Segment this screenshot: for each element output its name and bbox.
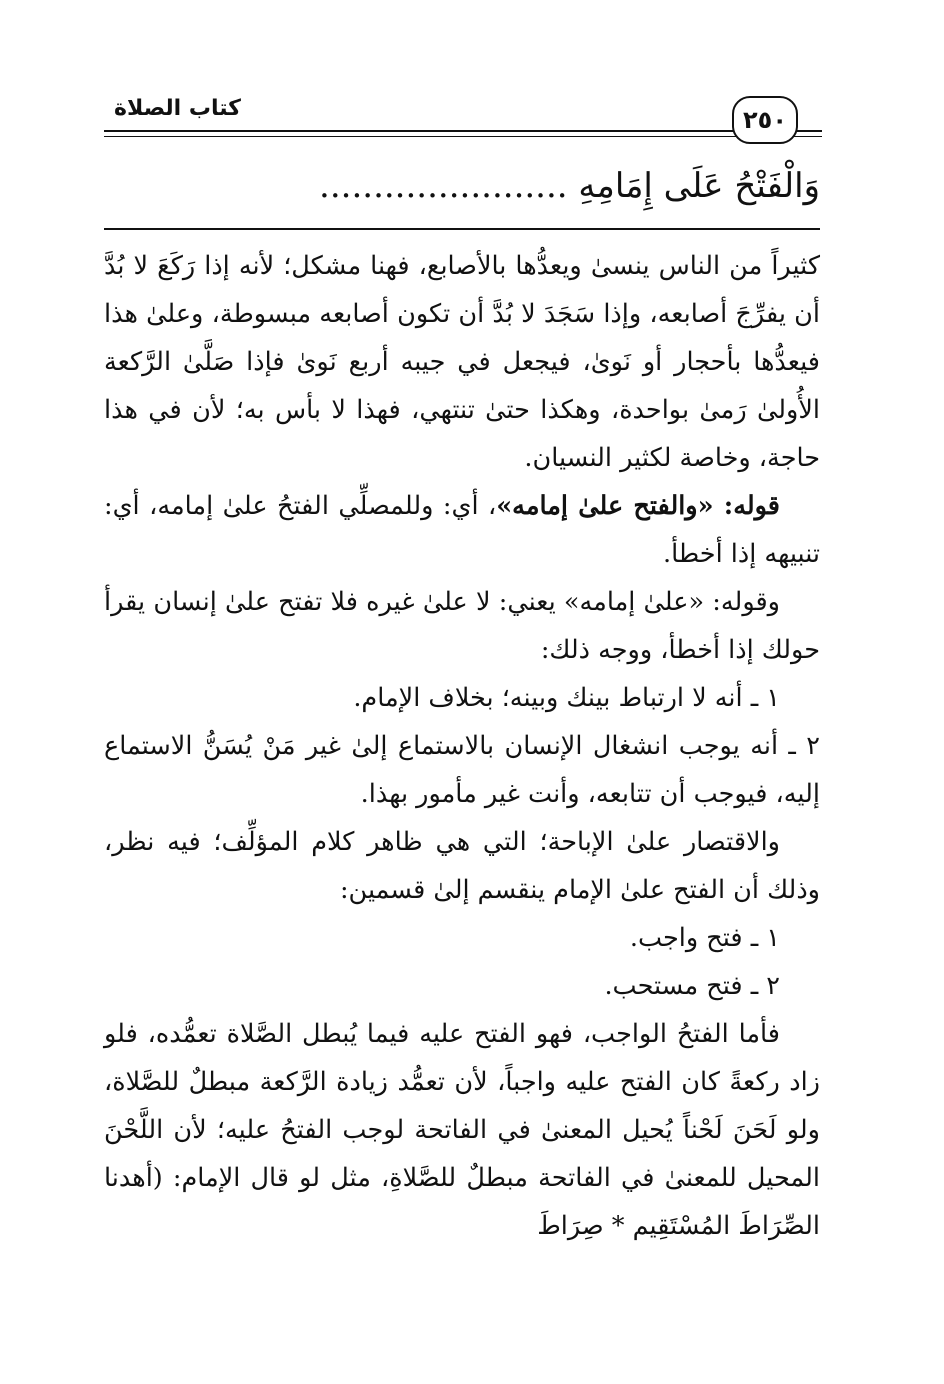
list-item: ١ ـ فتح واجب. <box>629 923 780 953</box>
paragraph: فأما الفتحُ الواجب، فهو الفتح عليه فيما يُبطل الصَّلاة تعمُّده، فلو زاد ركعةً كان الفتح عليه واجباً، لأن تعمُّد زيادة الرَّكعة مبطلٌ للصَّلاة، ولو لَحَنَ لَحْناً يُحيل المعنىٰ في الفاتحة لوجب الفتحُ عليه؛ لأن اللَّحْنَ المحيل للمعنىٰ في الفاتحة مبطلٌ للصَّلاةِ، مثل لو قال الإمام: (أهدنا الصِّرَاطَ المُسْتَقِيم * صِرَاطَ <box>104 1019 820 1241</box>
matn-heading: وَالْفَتْحُ عَلَى إِمَامِهِ ....................... <box>319 166 820 206</box>
paragraph-text: ، أي: وللمصلِّي الفتحُ علىٰ إمامه، أي: تنبيهه إذا أخطأ. <box>104 491 820 569</box>
list-item: ٢ ـ فتح مستحب. <box>604 971 780 1001</box>
header-rule-top <box>104 130 822 132</box>
commentary-body <box>104 242 820 1250</box>
page-number: ٢٥٠ <box>732 96 798 144</box>
matn-divider <box>104 228 820 230</box>
list-item: ١ ـ أنه لا ارتباط بينك وبينه؛ بخلاف الإمام. <box>353 683 780 713</box>
paragraph: كثيراً من الناس ينسىٰ ويعدُّها بالأصابع، فهنا مشكل؛ لأنه إذا رَكَعَ لا بُدَّ أن يفرِّجَ أصابعه، وإذا سَجَدَ لا بُدَّ أن تكون أصابعه مبسوطة، وعلىٰ هذا فيعدُّها بأحجار أو نَوىٰ، فيجعل في جيبه أربع نَوىٰ فإذا صَلَّىٰ الرَّكعة الأُولىٰ رَمىٰ بواحدة، وهكذا حتىٰ تنتهي، فهذا لا بأس به؛ لأن في هذا حاجة، وخاصة لكثير النسيان. <box>104 251 820 473</box>
paragraph <box>104 482 820 578</box>
book-title: كتاب الصلاة <box>108 96 247 121</box>
list-item: ٢ ـ أنه يوجب انشغال الإنسان بالاستماع إلىٰ غير مَنْ يُسَنُّ الاستماع إليه، فيوجب أن تتابعه، وأنت غير مأمور بهذا. <box>104 731 820 809</box>
header-rule-bottom <box>104 136 822 137</box>
paragraph: والاقتصار علىٰ الإباحة؛ التي هي ظاهر كلام المؤلِّف؛ فيه نظر، وذلك أن الفتح علىٰ الإمام ينقسم إلىٰ قسمين: <box>104 827 820 905</box>
paragraph-lead: قوله: «والفتح علىٰ إمامه» <box>496 491 780 521</box>
paragraph: وقوله: «علىٰ إمامه» يعني: لا علىٰ غيره فلا تفتح علىٰ إنسان يقرأ حولك إذا أخطأ، ووجه ذلك: <box>104 587 820 665</box>
running-header <box>104 96 822 146</box>
